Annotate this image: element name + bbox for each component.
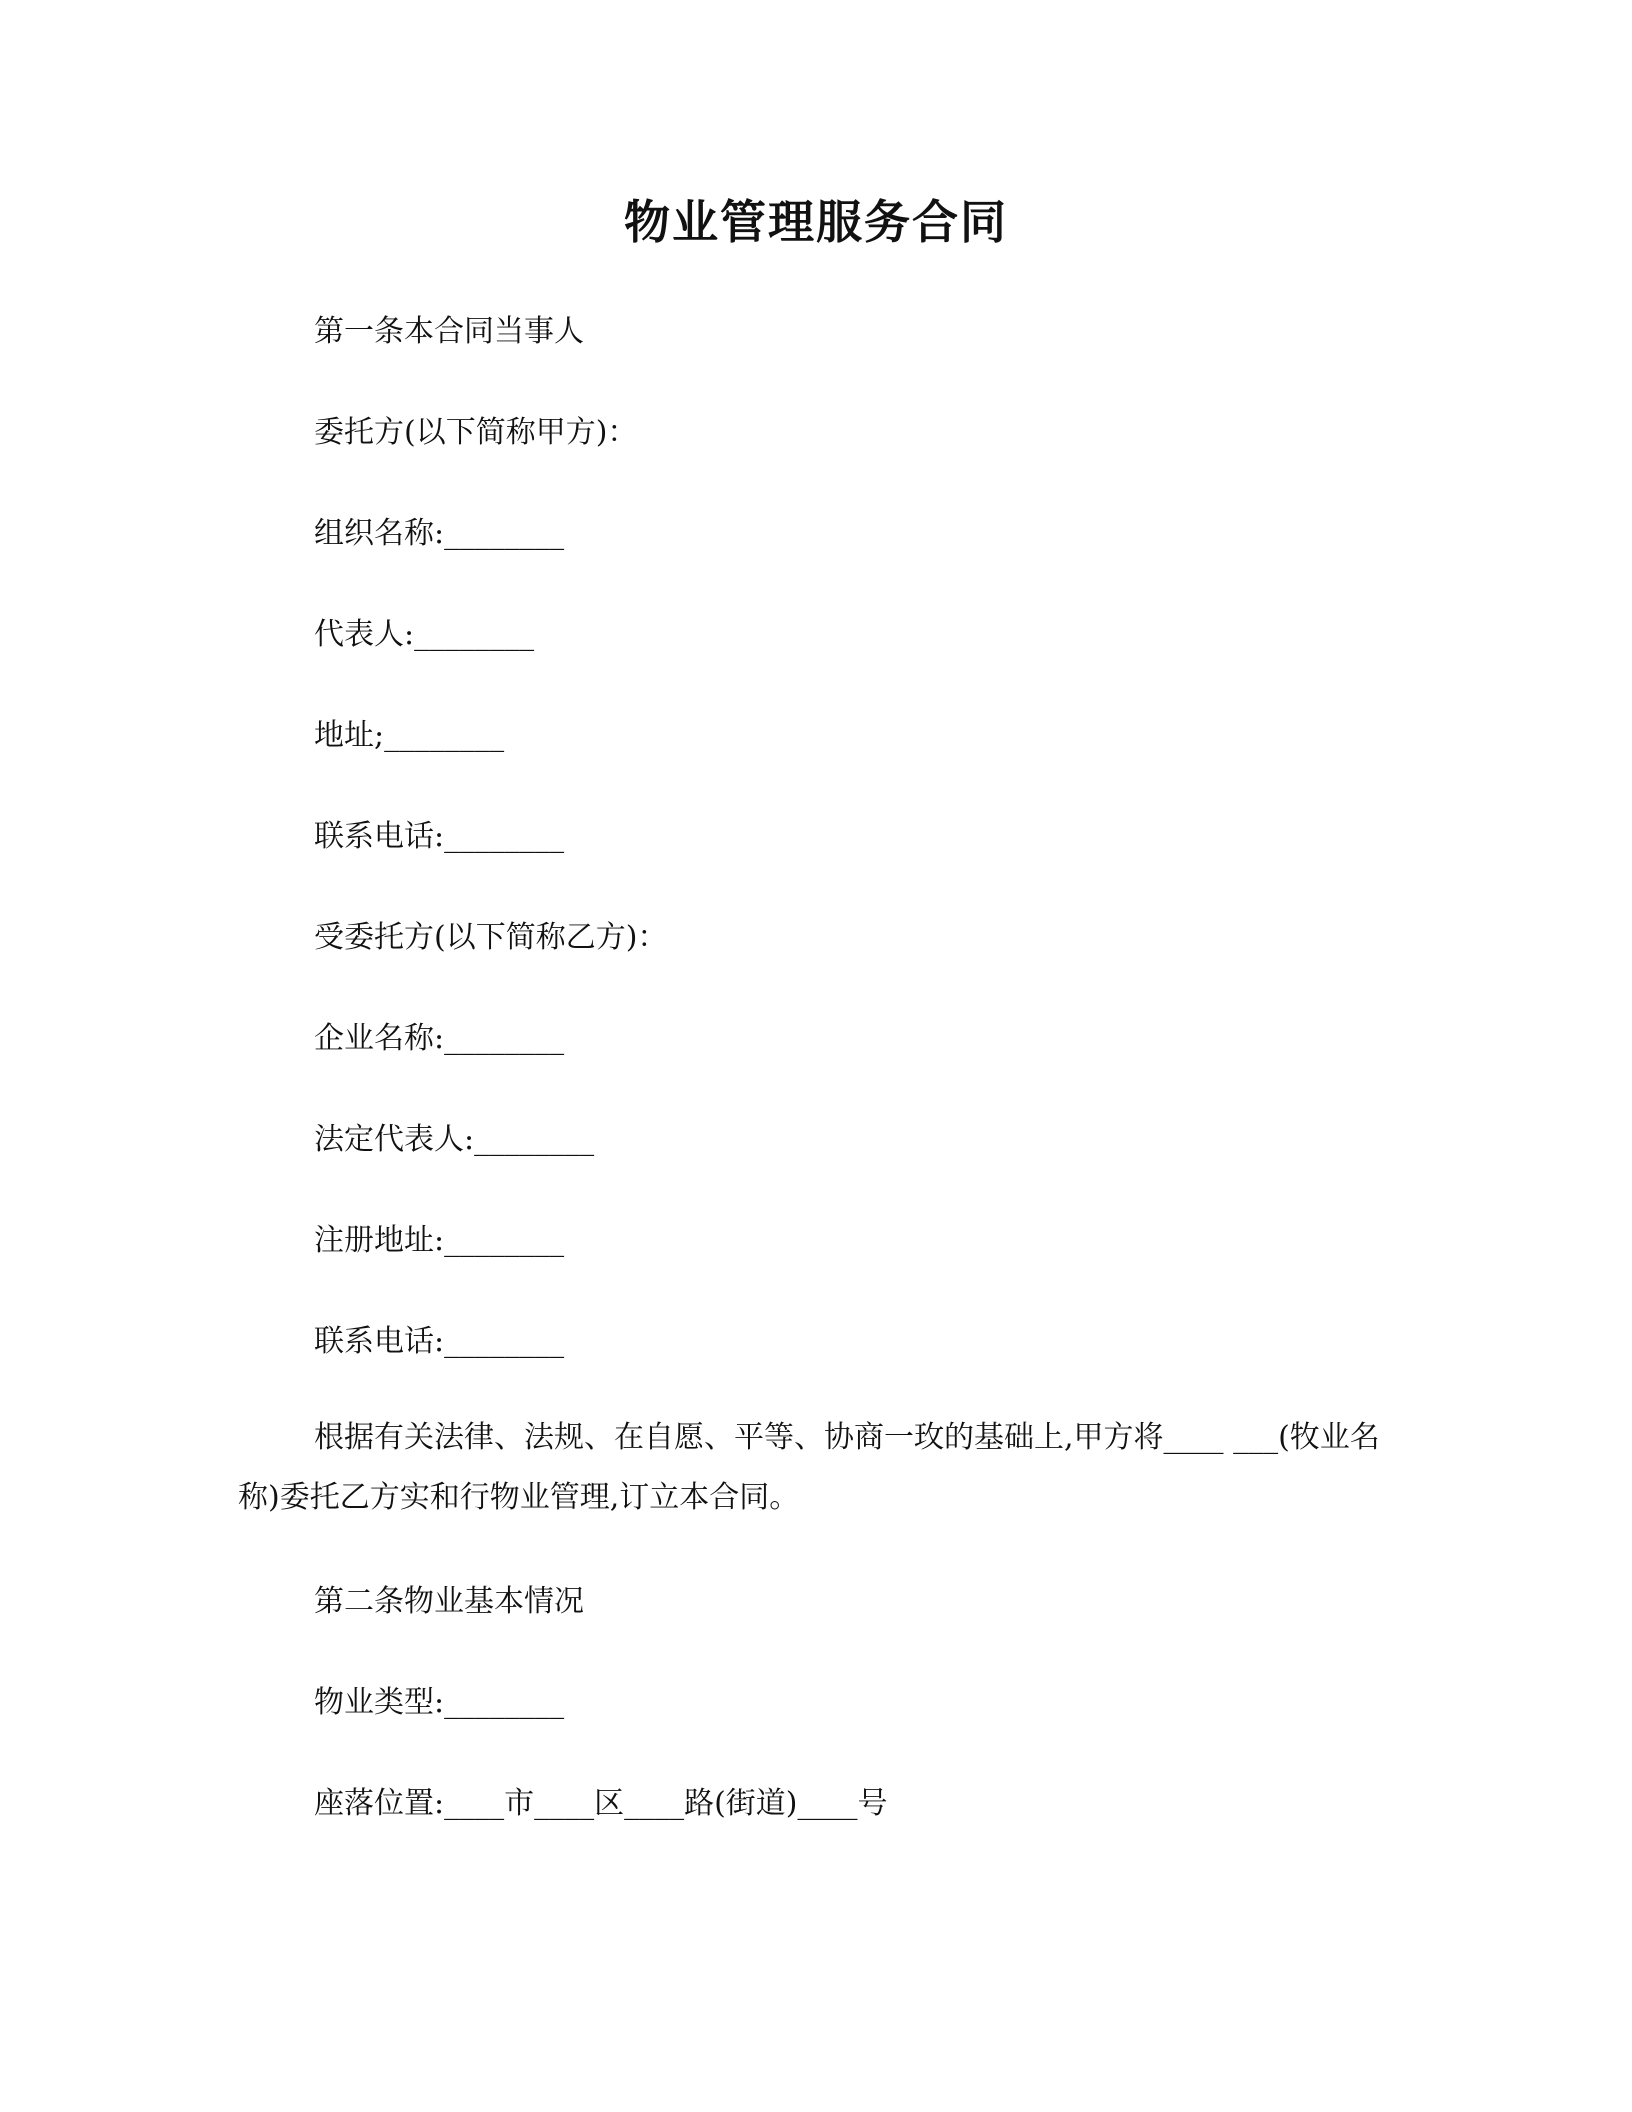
party-b-company-name: 企业名称:________ bbox=[314, 1021, 565, 1056]
property-type: 物业类型:________ bbox=[314, 1685, 565, 1720]
party-b-registered-address: 注册地址:________ bbox=[314, 1223, 565, 1258]
section-2-heading: 第二条物业基本情况 bbox=[314, 1584, 584, 1619]
property-location: 座落位置:____市____区____路(街道)____号 bbox=[314, 1786, 888, 1821]
section-1-heading: 第一条本合同当事人 bbox=[314, 314, 584, 349]
party-b-phone: 联系电话:________ bbox=[314, 1324, 565, 1359]
party-b-label: 受委托方(以下简称乙方)： bbox=[314, 920, 668, 955]
party-a-org-name: 组织名称:________ bbox=[314, 516, 565, 551]
party-a-phone: 联系电话:________ bbox=[314, 819, 565, 854]
contract-intro-paragraph: 根据有关法律、法规、在自愿、平等、协商一玫的基础上,甲方将____ ___(牧业名称)委托乙方实和行物业管理,订立本合同。 bbox=[238, 1420, 1380, 1515]
party-a-address: 地址;________ bbox=[314, 718, 505, 753]
document-title: 物业管理服务合同 bbox=[624, 195, 1008, 249]
party-a-label: 委托方(以下简称甲方)： bbox=[314, 415, 638, 450]
party-b-legal-representative: 法定代表人:________ bbox=[314, 1122, 595, 1157]
party-a-representative: 代表人:________ bbox=[314, 617, 535, 652]
